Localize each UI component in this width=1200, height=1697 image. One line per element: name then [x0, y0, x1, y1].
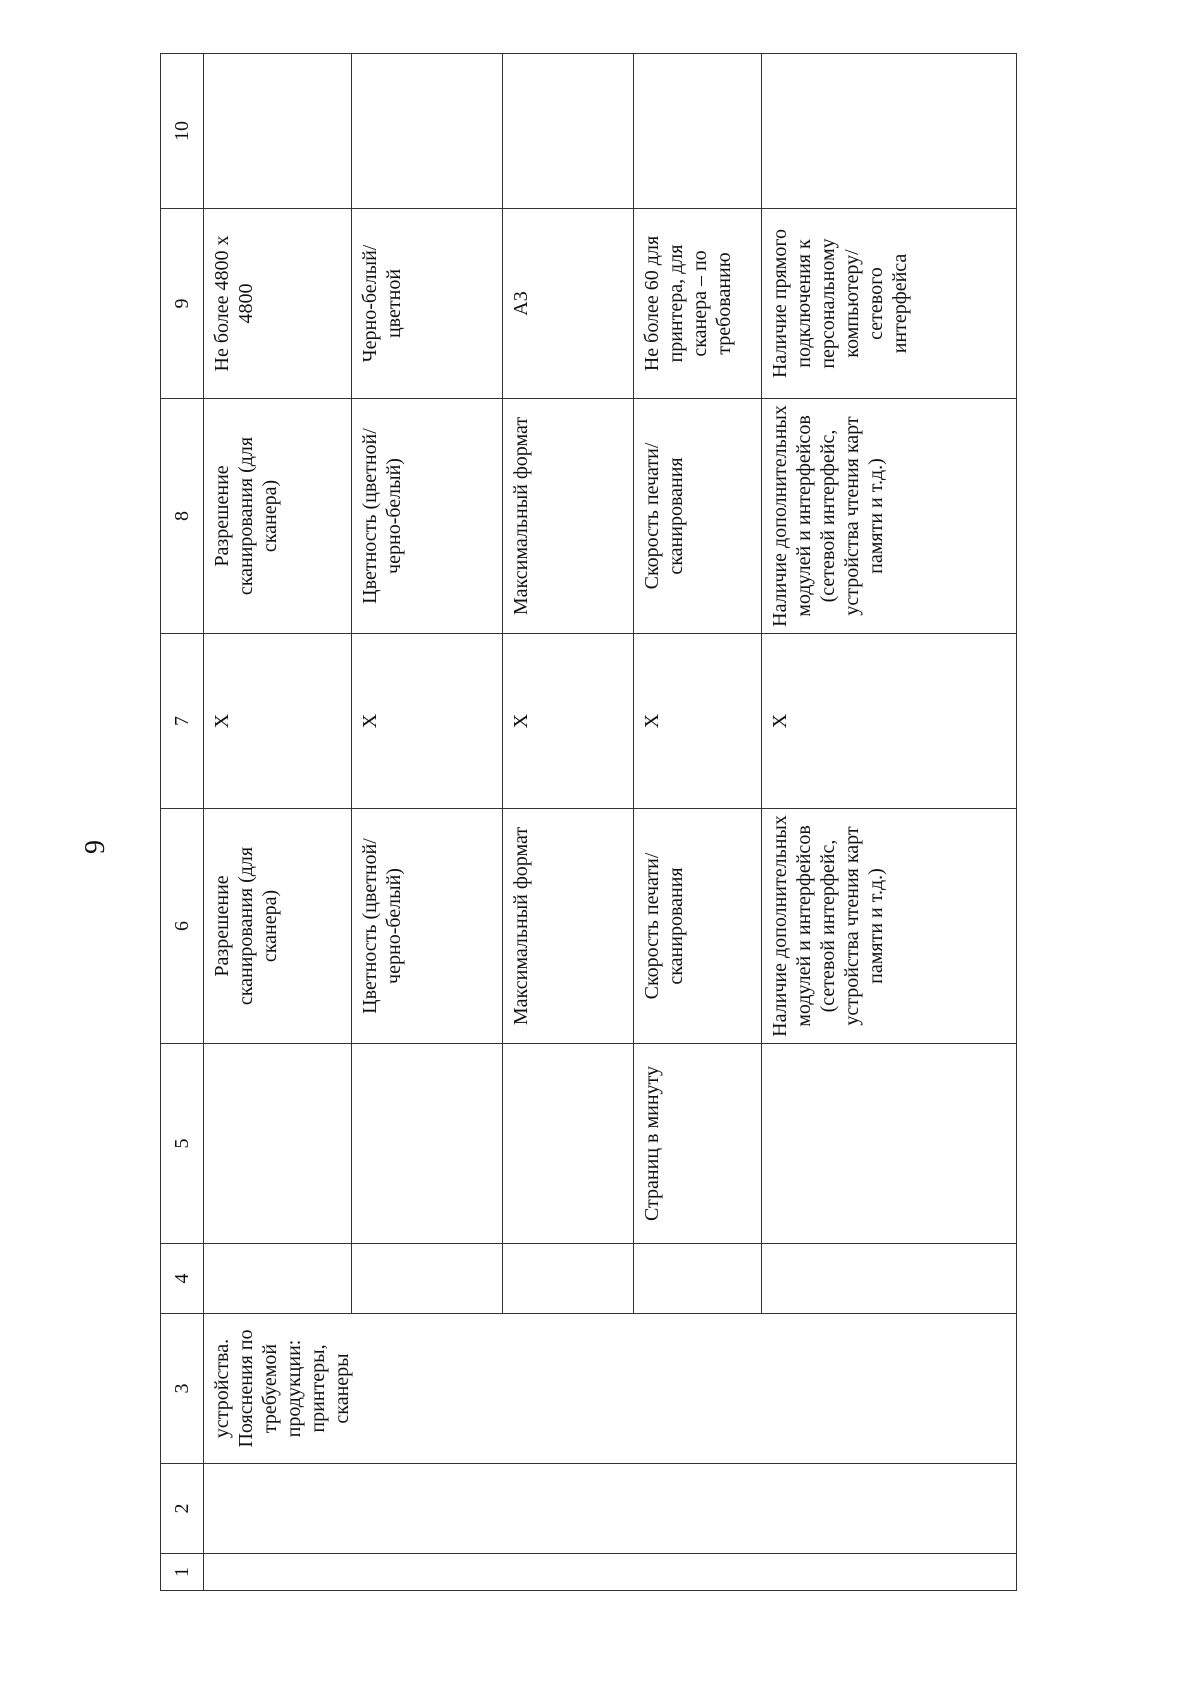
unit-cell: [204, 1044, 352, 1244]
characteristic-cell: Максимальный формат: [503, 809, 634, 1044]
mark-cell: Х: [352, 634, 503, 809]
table-cell-col4: [634, 1244, 762, 1314]
characteristic-cell: Цветность (цветной/черно-белый): [352, 399, 503, 634]
table-cell-col4: [352, 1244, 503, 1314]
table-cell-col10: [352, 54, 503, 209]
table-cell-col4: [503, 1244, 634, 1314]
value-cell: Черно-белый/цветной: [352, 209, 503, 399]
table-cell-col1: [204, 1554, 1017, 1591]
table-cell-col10: [204, 54, 352, 209]
characteristic-cell: Наличие дополнительных модулей и интерфейсов (сетевой интерфейс, устройства чтения карт памяти и т.д.): [762, 809, 1017, 1044]
column-number: 10: [161, 54, 204, 209]
table-cell-col10: [503, 54, 634, 209]
value-cell: Не более 4800 х 4800: [204, 209, 352, 399]
unit-cell: Страниц в минуту: [634, 1044, 762, 1244]
mark-cell: Х: [762, 634, 1017, 809]
value-cell: Не более 60 для принтера, для сканера – по требованию: [634, 209, 762, 399]
product-explanation-cell: устройства. Пояснения по требуемой продукции: принтеры, сканеры: [204, 1314, 1017, 1464]
characteristic-cell: Разрешение сканирования (для сканера): [204, 809, 352, 1044]
table-cell-col10: [762, 54, 1017, 209]
column-number: 6: [161, 809, 204, 1044]
column-number: 4: [161, 1244, 204, 1314]
characteristic-cell: Разрешение сканирования (для сканера): [204, 399, 352, 634]
column-number: 9: [161, 209, 204, 399]
page-number: 9: [80, 840, 111, 854]
characteristic-cell: Цветность (цветной/черно-белый): [352, 809, 503, 1044]
characteristic-cell: Скорость печати/ сканирования: [634, 399, 762, 634]
characteristic-cell: Скорость печати/ сканирования: [634, 809, 762, 1044]
unit-cell: [762, 1044, 1017, 1244]
mark-cell: Х: [634, 634, 762, 809]
unit-cell: [352, 1044, 503, 1244]
characteristic-cell: Максимальный формат: [503, 399, 634, 634]
characteristic-cell: Наличие дополнительных модулей и интерфейсов (сетевой интерфейс, устройства чтения карт памяти и т.д.): [762, 399, 1017, 634]
column-number-row: [161, 54, 204, 1591]
table-cell-col10: [634, 54, 762, 209]
specification-table: [160, 53, 1017, 1591]
column-number: 8: [161, 399, 204, 634]
column-number: 3: [161, 1314, 204, 1464]
column-number: 7: [161, 634, 204, 809]
table-row: [204, 54, 352, 1591]
table-cell-col4: [762, 1244, 1017, 1314]
mark-cell: Х: [204, 634, 352, 809]
column-number: 5: [161, 1044, 204, 1244]
unit-cell: [503, 1044, 634, 1244]
table-cell-col2: [204, 1464, 1017, 1554]
column-number: 1: [161, 1554, 204, 1591]
mark-cell: Х: [503, 634, 634, 809]
value-cell: Наличие прямого подключения к персональному компьютеру/ сетевого интерфейса: [762, 209, 1017, 399]
column-number: 2: [161, 1464, 204, 1554]
value-cell: А3: [503, 209, 634, 399]
table-cell-col4: [204, 1244, 352, 1314]
